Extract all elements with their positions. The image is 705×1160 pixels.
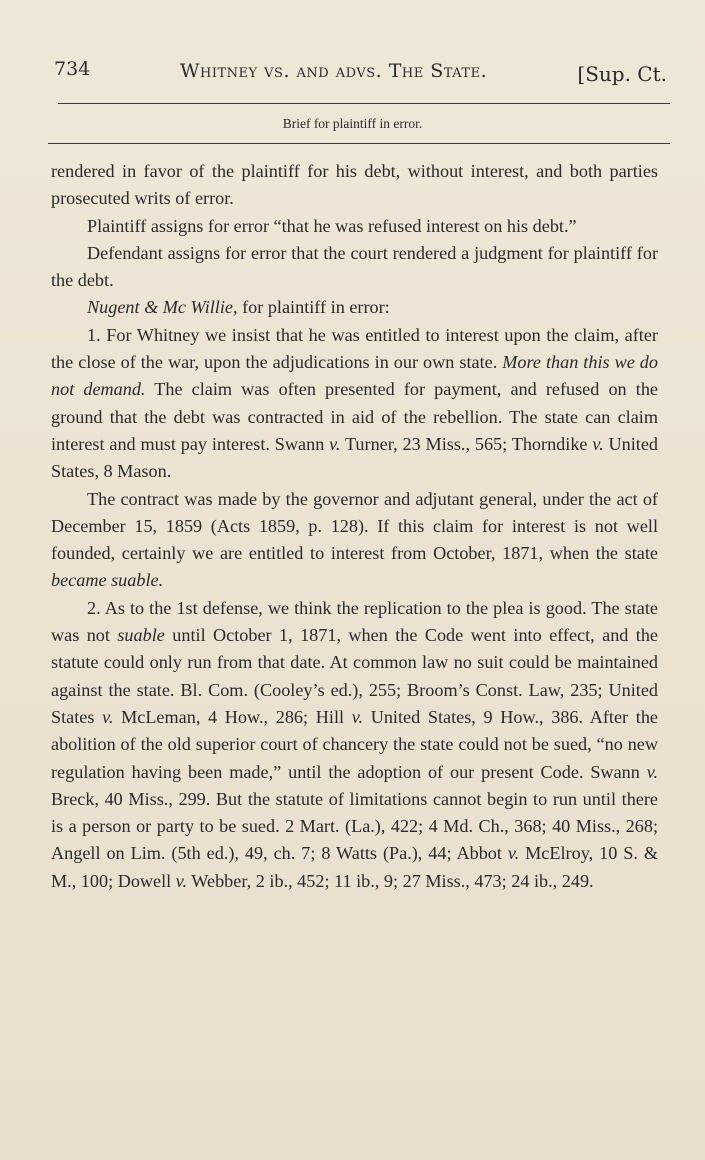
emphasis-text: suable: [117, 625, 165, 646]
paragraph-4: Nugent & Mc Willie, for plaintiff in error:: [87, 297, 390, 318]
paragraph-1: rendered in favor of the plaintiff for his debt, without interest, and both parties prosecuted writs of error.: [51, 161, 658, 209]
running-title: Whitney vs. and advs. The State.: [180, 60, 488, 82]
paragraph-2: Plaintiff assigns for error “that he was refused interest on his debt.”: [87, 215, 577, 236]
top-rule: [58, 103, 670, 104]
paragraph-7: 2. As to the 1st defense, we think the replication to the plea is good. The state was not suable until October 1, 1871, when the Code went into effect, and the statute could only run from that date. At common law no suit could be maintained against the state. Bl. Com. (Cooley’s ed.), 255; Broom’s Const. Law, 235; United States v. McLeman, 4 How., 286; Hill v. United States, 9 How., 386. After the abolition of the old superior court of chancery the state could not be sued, “no new regulation having been made,” until the adoption of our present Code. Swann v. Breck, 40 Miss., 299. But the statute of limitations cannot begin to run until there is a person or party to be sued. 2 Mart. (La.), 422; 4 Md. Ch., 368; 40 Miss., 268; Angell on Lim. (5th ed.), 49, ch. 7; 8 Watts (Pa.), 44; Abbot v. McElroy, 10 S. & M., 100; Dowell v. Webber, 2 ib., 452; 11 ib., 9; 27 Miss., 473; 24 ib., 249.: [51, 597, 659, 891]
emphasis-text: More than this we do not demand.: [51, 352, 658, 400]
page-number: 734: [54, 58, 91, 80]
bottom-rule: [48, 143, 670, 144]
running-head: [52, 58, 667, 88]
paragraph-3: Defendant assigns for error that the court rendered a judgment for plaintiff for the debt.: [51, 242, 658, 291]
section-subheading: Brief for plaintiff in error.: [282, 116, 423, 131]
paragraph-5: 1. For Whitney we insist that he was entitled to interest upon the claim, after the close of the war, upon the adjudications in our own state. More than this we do not demand. The claim was often presented for payment, and refused on the ground that the debt was contracted in aid of the rebellion. The state can claim interest and must pay interest. Swann v. Turner, 23 Miss., 565; Thorndike v. United States, 8 Mason.: [51, 324, 658, 482]
paragraph-6: The contract was made by the governor and adjutant general, under the act of December 15, 1859 (Acts 1859, p. 128). If this claim for interest is not well founded, certainly we are entitled to interest from October, 1871, when the state became suable.: [51, 488, 658, 591]
court-reference: [Sup. Ct.: [577, 62, 667, 86]
body-text: [51, 158, 658, 895]
emphasis-text: became suable.: [51, 570, 164, 591]
counsel-names: Nugent & Mc Willie,: [87, 297, 238, 318]
